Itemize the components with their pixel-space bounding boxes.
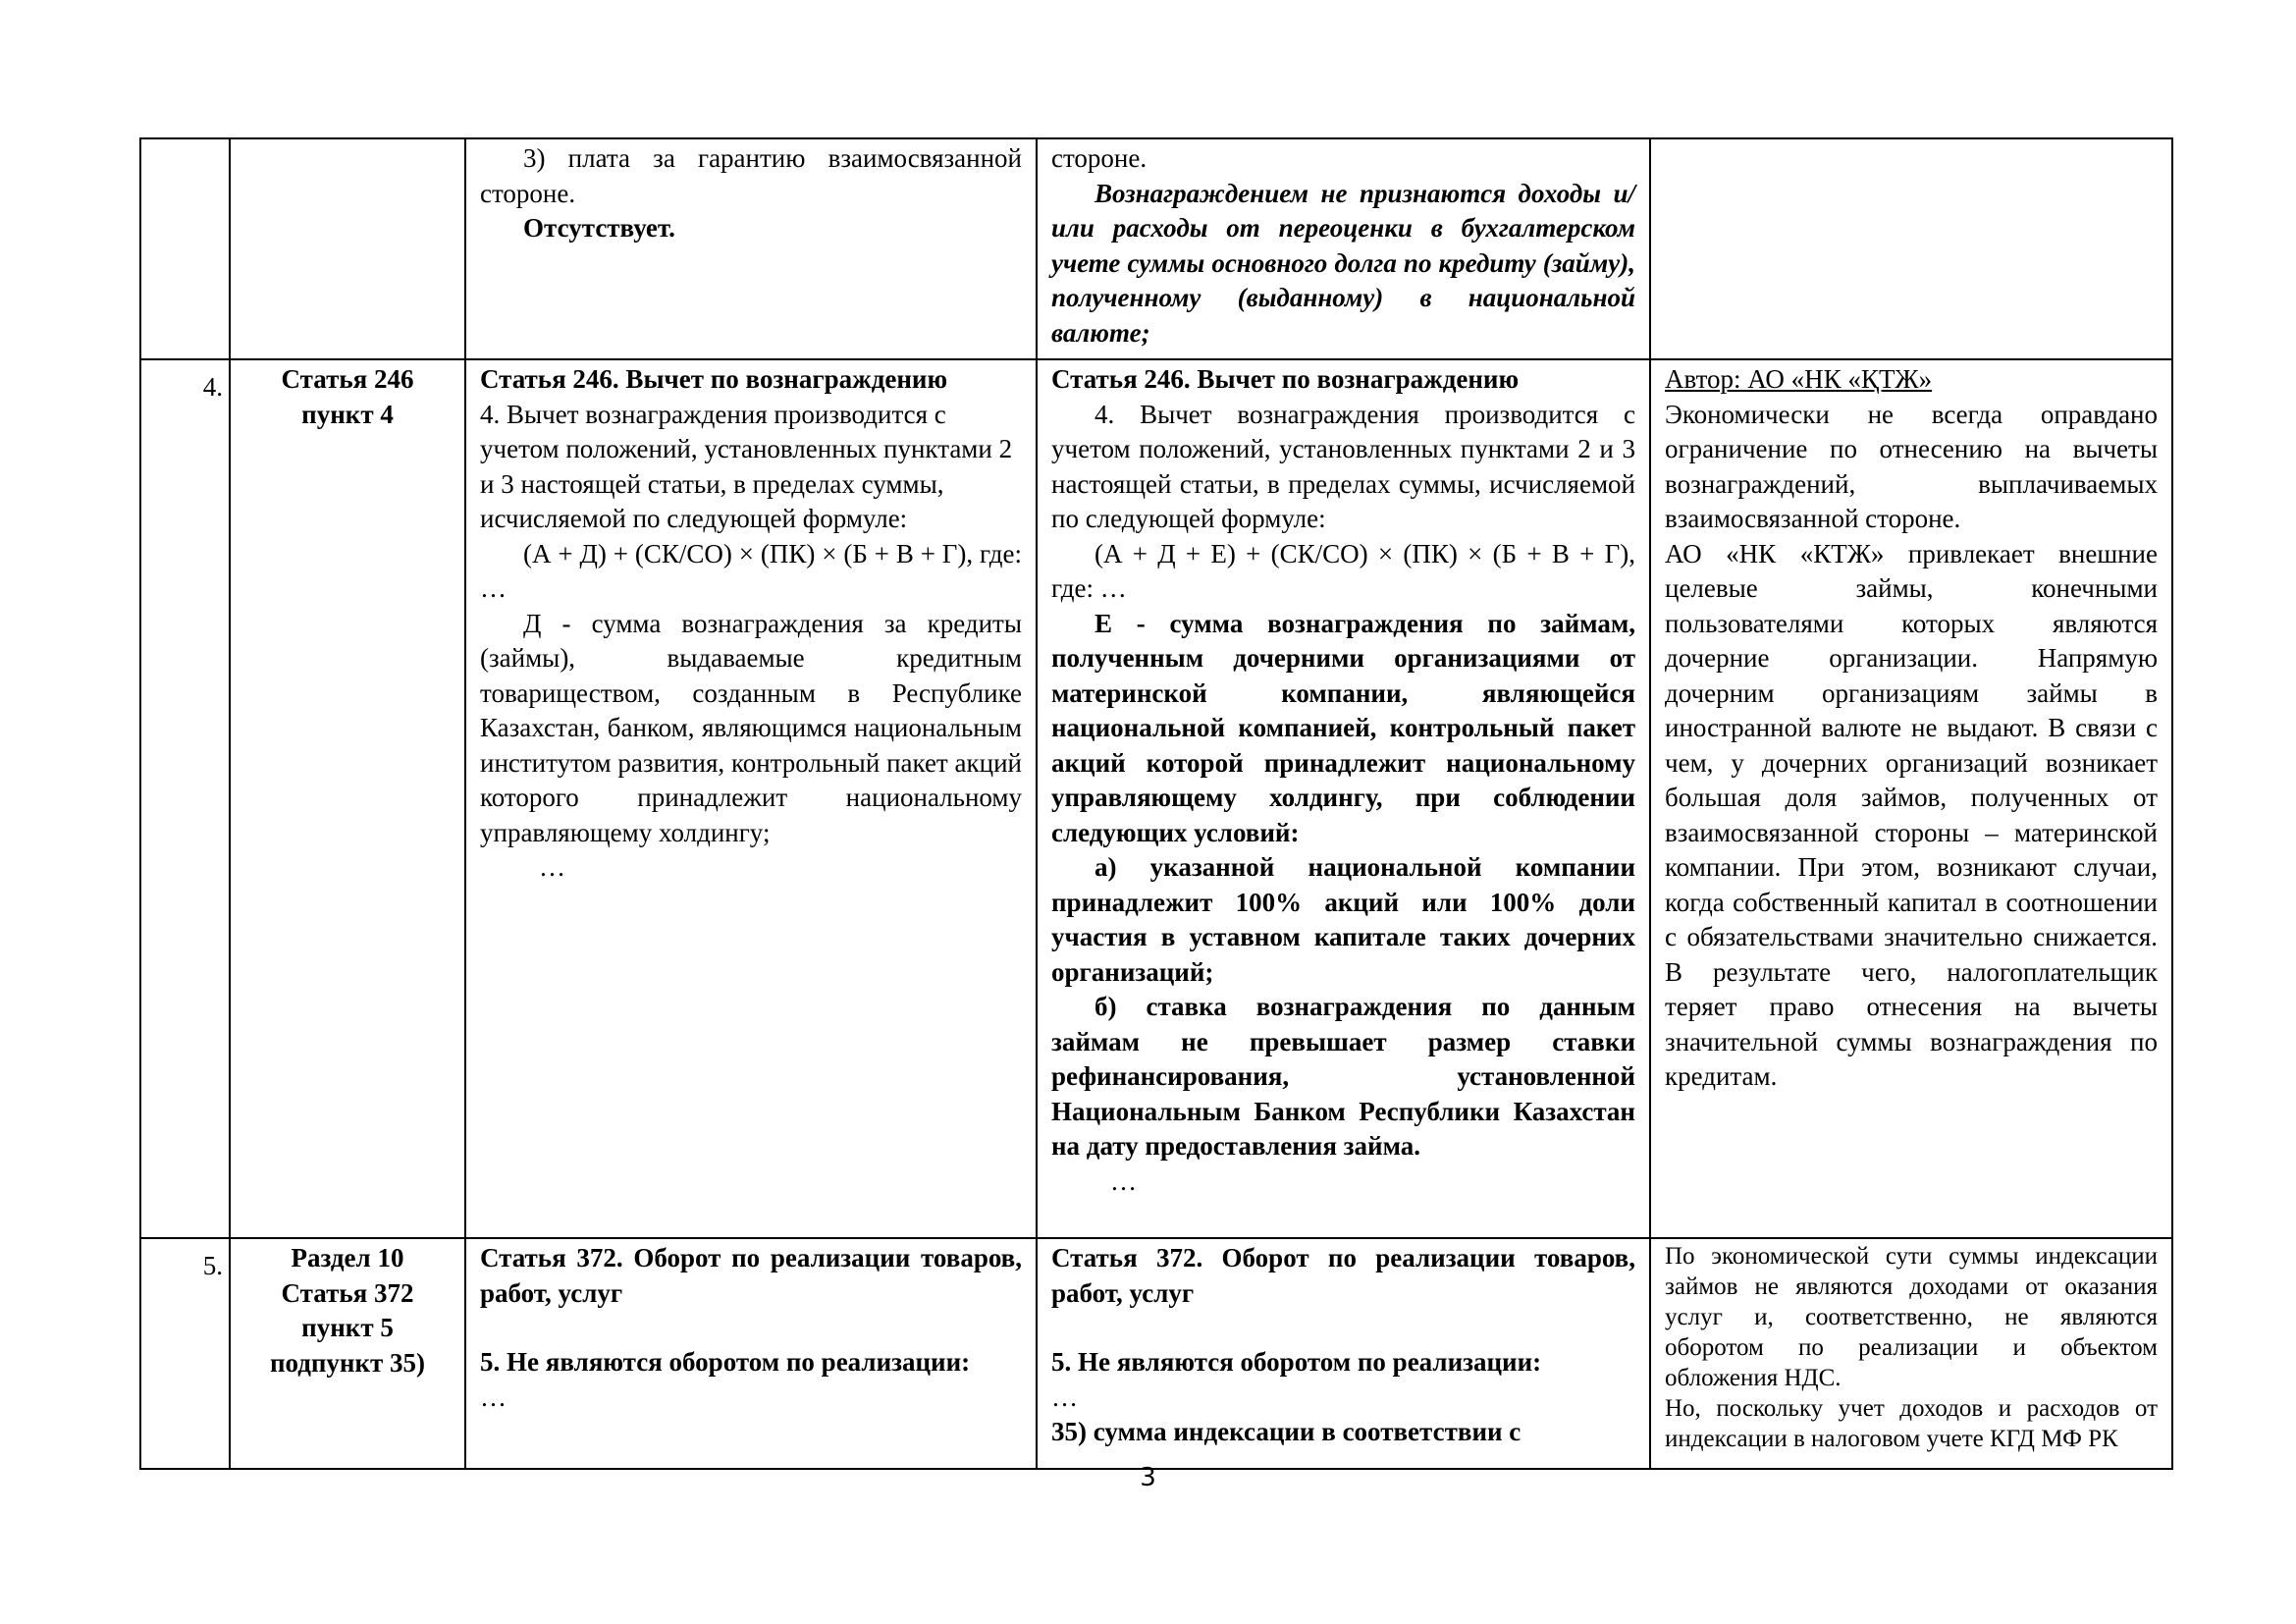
article-title: Статья 246. Вычет по вознаграждению (1051, 364, 1520, 394)
proposed-text-cell (1037, 1238, 1650, 1469)
row-number-cell: 4. (140, 359, 230, 1238)
current-paragraph: Д - сумма вознаграждения за кредиты (займы), выдаваемые кредитным товариществом, созданным в Республике Казахстан, банком, являющимся национальным институтом развития, контрольный пакет акций которого принадлежит национальному управляющему холдингу; (480, 608, 1022, 847)
proposed-text-cell (1037, 359, 1650, 1238)
rationale-cell (1650, 359, 2172, 1238)
reference-cell (230, 1238, 465, 1469)
formula: (А + Д) + (СК/СО) × (ПК) × (Б + В + Г), где: … (480, 538, 1022, 603)
current-text-cell (465, 138, 1037, 359)
rationale-paragraph: АО «НК «КТЖ» привлекает внешние целевые займы, конечными пользователями которых являются дочерние организации. Напрямую дочерним организациям займы в иностранной валюте не выдают. В связи с чем, у дочерних организаций возникает большая доля займов, полученных от взаимосвязанной стороны – материнской компании. При этом, возникают случаи, когда собственный капитал в соотношении с обязательствами значительно снижается. В результате чего, налогоплательщик теряет право отнесения на вычеты значительной суммы вознаграждения по кредитам. (1665, 538, 2158, 1091)
spacer (480, 1311, 1022, 1345)
proposed-paragraph: Е - сумма вознаграждения по займам, полученным дочерними организациями от материнской компании, являющейся национальной компанией, контрольный пакет акций которой принадлежит национальному управляющему холдингу, при соблюдении следующих условий: (1051, 608, 1635, 847)
proposed-paragraph: 5. Не являются оборотом по реализации: (1051, 1347, 1542, 1377)
amendments-table (139, 137, 2173, 1470)
row-number-cell (140, 138, 230, 359)
current-text-cell (465, 1238, 1037, 1469)
table-row (140, 1238, 2172, 1469)
formula: (А + Д + Е) + (СК/СО) × (ПК) × (Б + В + Г), где: … (1051, 538, 1635, 603)
proposed-paragraph: б) ставка вознаграждения по данным займам не превышает размер ставки рефинансирования, установленной Национальным Банком Республики Казахстан на дату предоставления займа. (1051, 992, 1635, 1161)
reference-line: подпункт 35) (269, 1347, 426, 1378)
rationale-paragraph: Экономически не всегда оправдано ограничение по отнесению на вычеты вознаграждений, выплачиваемых взаимосвязанной стороне. (1665, 399, 2158, 533)
rationale-cell (1650, 138, 2172, 359)
current-absent-note: Отсутствует. (523, 213, 675, 243)
rationale-author: Автор: АО «НК «ҚТЖ» (1665, 364, 1933, 394)
reference-line: пункт 4 (301, 399, 394, 429)
rationale-cell (1650, 1238, 2172, 1469)
table-row (140, 359, 2172, 1238)
proposed-paragraph: стороне. (1051, 143, 1148, 173)
current-paragraph: 4. Вычет вознаграждения производится с учетом положений, установленных пунктами 2 и 3 настоящей статьи, в пределах суммы, исчисляемой по следующей формуле: (480, 399, 1013, 533)
current-paragraph: 3) плата за гарантию взаимосвязанной стороне. (480, 143, 1022, 208)
rationale-paragraph: Но, поскольку учет доходов и расходов от индексации в налоговом учете КГД МФ РК (1665, 1395, 2158, 1452)
reference-line: Статья 372 (281, 1277, 414, 1308)
ellipsis: … (1110, 1165, 1137, 1196)
reference-line: пункт 5 (301, 1313, 394, 1342)
ellipsis: … (480, 1381, 507, 1412)
article-title: Статья 372. Оборот по реализации товаров, работ, услуг (1051, 1243, 1635, 1308)
current-text-cell (465, 359, 1037, 1238)
table-row (140, 138, 2172, 359)
proposed-paragraph: 35) сумма индексации в соответствии с (1051, 1417, 1522, 1446)
row-number-cell: 5. (140, 1238, 230, 1469)
proposed-text-cell (1037, 138, 1650, 359)
ellipsis: … (539, 852, 565, 882)
current-paragraph: 5. Не являются оборотом по реализации: (480, 1347, 971, 1377)
rationale-paragraph: По экономической сути суммы индексации займов не являются доходами от оказания услуг и, соответственно, не являются оборотом по реализации и объектом обложения НДС. (1665, 1243, 2158, 1391)
article-title: Статья 246. Вычет по вознаграждению (480, 364, 948, 394)
proposed-paragraph: 4. Вычет вознаграждения производится с учетом положений, установленных пунктами 2 и 3 настоящей статьи, в пределах суммы, исчисляемой по следующей формуле: (1051, 399, 1635, 533)
reference-cell (230, 359, 465, 1238)
reference-cell (230, 138, 465, 359)
reference-line: Раздел 10 (291, 1243, 404, 1272)
proposed-paragraph: а) указанной национальной компании принадлежит 100% акций или 100% доли участия в уставном капитале таких дочерних организаций; (1051, 852, 1635, 987)
proposed-paragraph: Вознаграждением не признаются доходы и/или расходы от переоценки в бухгалтерском учете суммы основного долга по кредиту (займу), полученному (выданному) в национальной валюте; (1051, 178, 1635, 348)
ellipsis: … (1051, 1381, 1078, 1412)
reference-line: Статья 246 (281, 364, 414, 394)
page-number: 3 (1140, 1463, 1156, 1492)
spacer (1051, 1311, 1635, 1345)
article-title: Статья 372. Оборот по реализации товаров, работ, услуг (480, 1243, 1022, 1308)
